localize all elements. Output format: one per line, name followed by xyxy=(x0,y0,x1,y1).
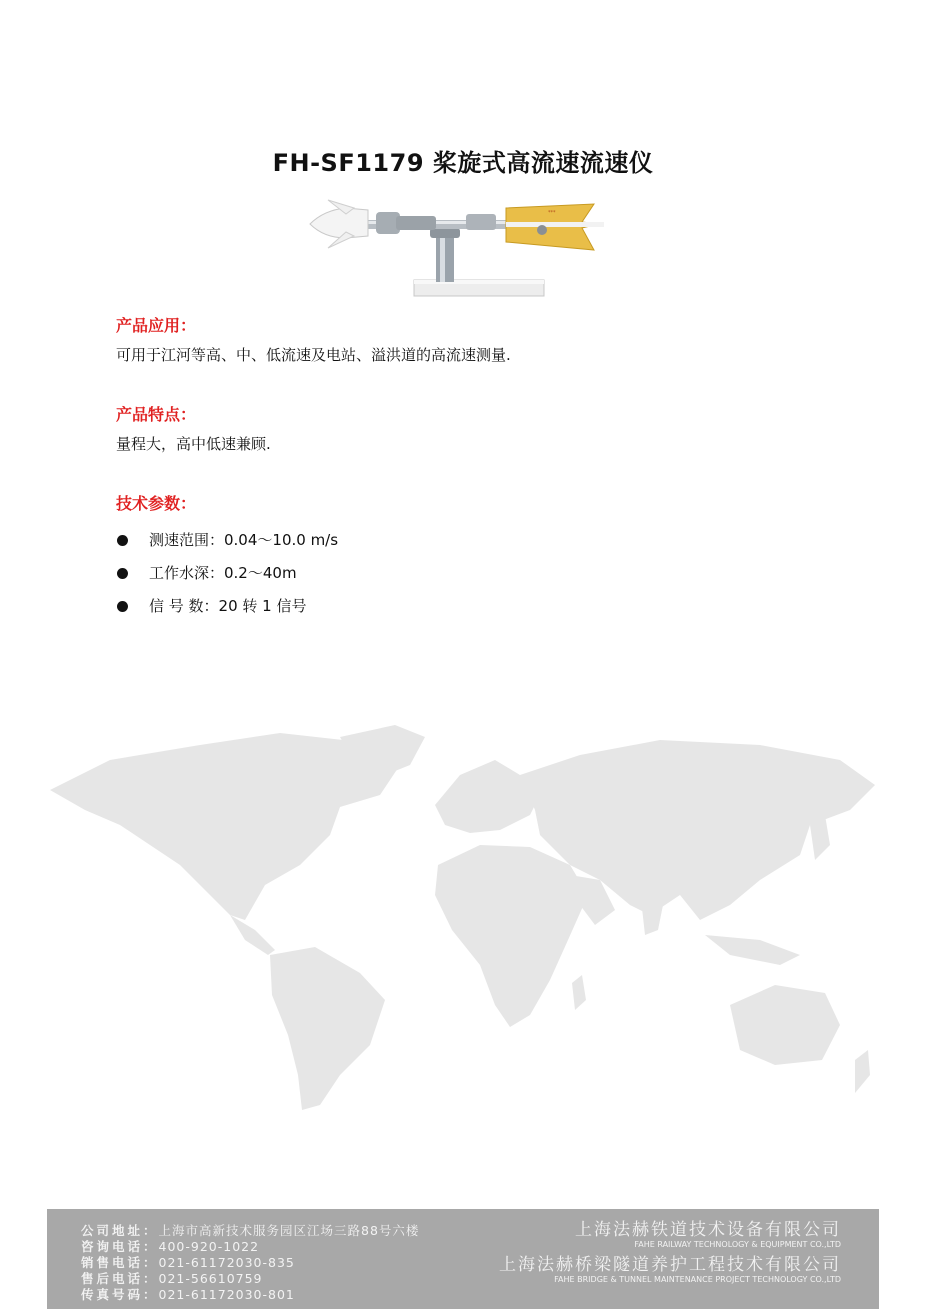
spec-text: 工作水深：0.2～40m xyxy=(149,564,297,582)
bullet-icon xyxy=(117,535,128,546)
bullet-icon xyxy=(117,601,128,612)
contact-value: 400-920-1022 xyxy=(158,1239,260,1254)
company-name-en: FAHE RAILWAY TECHNOLOGY & EQUIPMENT CO.,LTD xyxy=(634,1240,841,1249)
spec-list xyxy=(116,524,338,623)
contact-label: 售后电话： xyxy=(81,1271,159,1286)
spec-text: 信 号 数：20 转 1 信号 xyxy=(149,597,307,615)
contact-value: 上海市高新技术服务园区江场三路88号六楼 xyxy=(158,1223,420,1238)
company-name-en: FAHE BRIDGE & TUNNEL MAINTENANCE PROJECT TECHNOLOGY CO.,LTD xyxy=(554,1275,841,1284)
company-name-cn: 上海法赫铁道技术设备有限公司 xyxy=(575,1220,841,1240)
section-heading: 技术参数： xyxy=(116,494,197,513)
section-heading: 产品特点： xyxy=(116,405,197,424)
contact-value: 021-61172030-801 xyxy=(158,1287,295,1302)
contact-row xyxy=(81,1287,419,1303)
contact-row xyxy=(81,1223,419,1239)
company-name-cn: 上海法赫桥梁隧道养护工程技术有限公司 xyxy=(499,1255,841,1275)
section-text: 可用于江河等高、中、低流速及电站、溢洪道的高流速测量. xyxy=(116,346,511,364)
list-item xyxy=(116,557,338,590)
product-image xyxy=(306,196,618,302)
section-heading: 产品应用： xyxy=(116,316,197,335)
company-block xyxy=(499,1221,841,1285)
section-specs xyxy=(116,491,338,623)
list-item xyxy=(116,590,338,623)
contact-value: 021-61172030-835 xyxy=(158,1255,295,1270)
list-item xyxy=(116,524,338,557)
section-application xyxy=(116,313,511,365)
contact-label: 公司地址： xyxy=(81,1223,159,1238)
page-title: FH-SF1179 桨旋式高流速流速仪 xyxy=(272,149,654,177)
contact-row xyxy=(81,1239,419,1255)
world-map-background xyxy=(40,715,890,1115)
contact-label: 传真号码： xyxy=(81,1287,159,1302)
contact-label: 咨询电话： xyxy=(81,1239,159,1254)
contact-label: 销售电话： xyxy=(81,1255,159,1270)
section-text: 量程大，高中低速兼顾. xyxy=(116,435,271,453)
svg-text:***: *** xyxy=(548,210,556,216)
spec-text: 测速范围：0.04～10.0 m/s xyxy=(149,531,339,549)
footer xyxy=(47,1209,879,1309)
section-features xyxy=(116,402,271,454)
contact-block xyxy=(81,1223,419,1303)
bullet-icon xyxy=(117,568,128,579)
contact-row xyxy=(81,1271,419,1287)
contact-value: 021-56610759 xyxy=(158,1271,263,1286)
contact-row xyxy=(81,1255,419,1271)
